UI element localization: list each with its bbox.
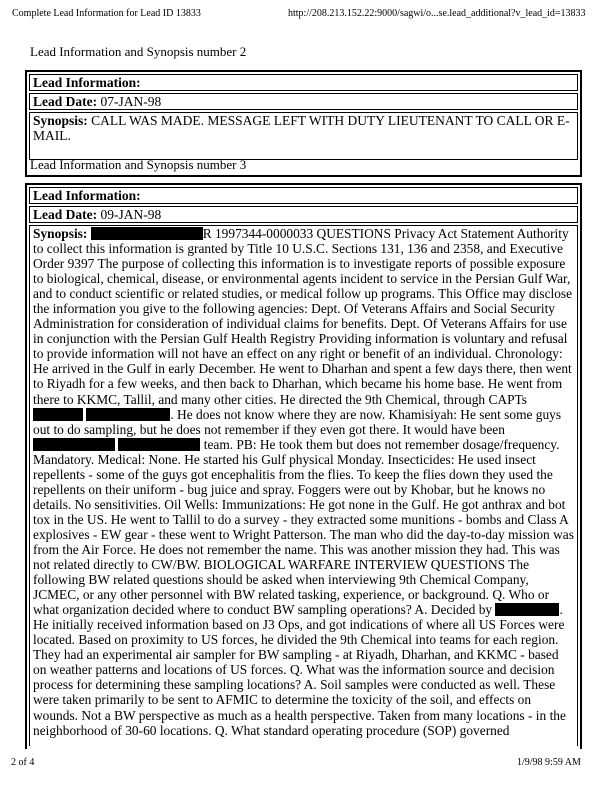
header-title: Complete Lead Information for Lead ID 13833: [12, 8, 201, 19]
synopsis-label: Synopsis:: [33, 113, 88, 128]
lead-date-label: Lead Date:: [33, 94, 98, 109]
redaction-block: [91, 227, 203, 240]
synopsis-part-1: R 1997344-0000033 QUESTIONS Privacy Act Statement Authority to collect this information is granted by Title 10 U.S.C. Sections 131, 136 and 2358, and Executive Order 9397 The purpose of collecting this information is to investigate reports of possible exposure to biological, chemical, disease, or environmental agents incident to service in the Persian Gulf War, and to conduct scientific or related studies, or medical follow up programs. This Office may disclose the information you give to the following agencies: Dept. Of Veterans Affairs and Social Security Administration for consideration of individual claims for benefits. Dept. Of Veterans Affairs for use in conjunction with the Persian Gulf Health Registry Providing information is voluntary and refusal to provide information will not have an effect on any right or benefit of an individual. Chronology: He arrived in the Gulf in early December. He went to Dharhan and spent a few days there, then went to Riyadh for a few weeks, and then back to Dharhan, which became his home base. He went from there to KKMC, Tallil, and many other cities. He directed the 9th Chemical, through CAPTs: [33, 226, 573, 407]
lead-date-label: Lead Date:: [33, 207, 98, 222]
redaction-block: [33, 438, 115, 451]
synopsis-part-3: team. PB: He took them but does not remember dosage/frequency. Mandatory. Medical: None. He started his Gulf physical Monday. Insecticides: He used insect repellents - some of the guys got encephalitis from the flies. To keep the flies down they used the repellents on their uniform - bug juice and spray. Foggers were out by Khobar, but he knows no details. No sensitivities. Oil Wells: Immunizations: He got none in the Gulf. He got anthrax and bot tox in the US. He went to Tallil to do a survey - they extracted some munitions - bombs and Class A explosives - EW gear - these went to Wright Patterson. The man who did the day-to-day mission was from the Air Force. He does not remember the name. This was another mission they had. This was not related directly to CW/BW. BIOLOGICAL WARFARE INTERVIEW QUESTIONS The following BW related questions should be asked when interviewing 9th Chemical Company, JCMEC, or any other personnel with BW related tasking, experience, or background. Q. Who or what organization decided where to conduct BW sampling operations? A. Decided by: [33, 436, 574, 618]
synopsis-label: Synopsis:: [33, 226, 88, 241]
lead-info-row: [29, 187, 578, 204]
lead-info-label: Lead Information:: [33, 188, 141, 203]
lead-info-row: [29, 74, 578, 91]
redaction-block: [86, 408, 170, 421]
synopsis-part-4: . He initially received information based on J3 Ops, and got indications of where all US Forces were located. Based on proximity to US forces, he divided the 9th Chemical into teams for each region. They had an experimental air sampler for BW sampling - at Riyadh, Dharhan, and KKMC - based on weather patterns and locations of US forces. Q. What was the information source and decision process for determining these sampling locations? A. Soil samples were conducted as well. These were taken primarily to be sent to AFMIC to determine the toxicity of the soil, and effects on wounds. Not a BW perspective as much as a health perspective. Taken from many locations - in the neighborhood of 30-60 locations. Q. What standard operating procedure (SOP) governed: [33, 602, 566, 738]
synopsis-part-2: . He does not know where they are now. Khamisiyah: He sent some guys out to do sampling, but he does not remember if they even got there. It would have been: [33, 406, 562, 437]
redaction-block: [118, 438, 200, 451]
synopsis-row: [29, 112, 578, 160]
lead-table-3: [25, 183, 582, 749]
header-url: http://208.213.152.22:9000/sagwi/o...se.lead_additional?v_lead_id=13833: [288, 8, 586, 19]
lead-date-value: 09-JAN-98: [100, 207, 162, 222]
redaction-block: [495, 603, 559, 616]
lead-date-row: [29, 93, 578, 110]
section-title-2: Lead Information and Synopsis number 2: [30, 44, 247, 59]
redaction-block: [33, 408, 83, 421]
lead-date-value: 07-JAN-98: [100, 94, 162, 109]
section-title-3: Lead Information and Synopsis number 3: [30, 157, 247, 172]
synopsis-row: [29, 225, 578, 746]
synopsis-text: CALL WAS MADE. MESSAGE LEFT WITH DUTY LIEUTENANT TO CALL OR E-MAIL.: [33, 113, 570, 143]
page-number: 2 of 4: [11, 757, 35, 768]
lead-date-row: [29, 206, 578, 223]
lead-info-label: Lead Information:: [33, 75, 141, 90]
print-timestamp: 1/9/98 9:59 AM: [517, 757, 581, 768]
